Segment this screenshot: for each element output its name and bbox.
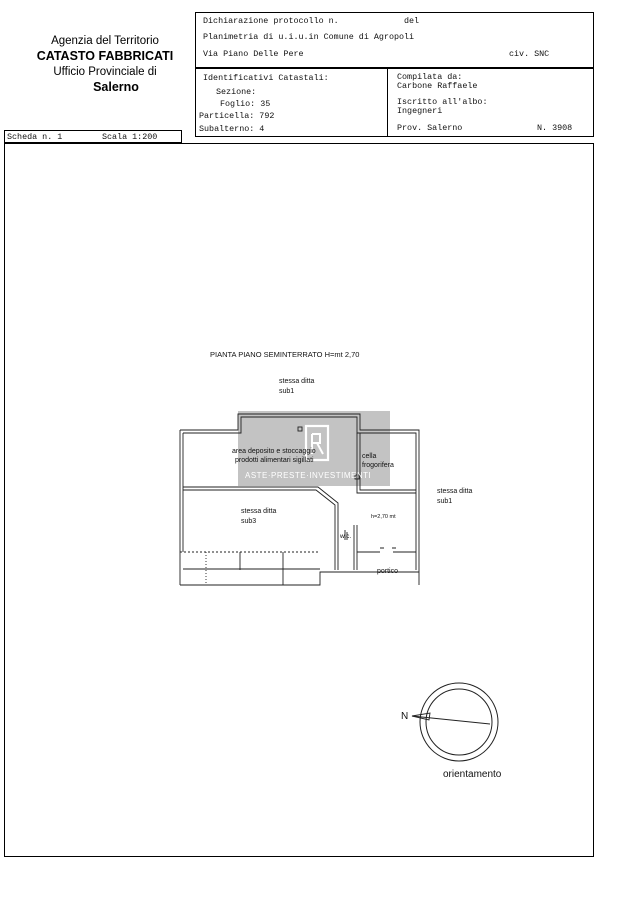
height-note: h=2,70 mt: [371, 514, 396, 520]
east-neighbor-sub: sub1: [437, 498, 453, 505]
wc-label: w.c.: [340, 533, 352, 540]
cella-label: cella: [362, 453, 377, 460]
particella-field: Particella: 792: [199, 111, 275, 121]
catasto-title: CATASTO FABBRICATI: [36, 49, 174, 63]
compass-icon: [412, 683, 498, 761]
watermark-text: ASTE·PRESTE·INVESTIMENTI: [245, 471, 372, 480]
identificativi-title: Identificativi Catastali:: [203, 73, 329, 83]
ufficio-label: Ufficio Provinciale di: [53, 66, 157, 78]
sub3-sub: sub3: [241, 518, 257, 525]
compass-caption: orientamento: [443, 769, 502, 780]
subalterno-field: Subalterno: 4: [199, 124, 265, 134]
area-label-2: prodotti alimentari sigillati: [235, 457, 314, 464]
scheda-number: Scheda n. 1: [7, 132, 63, 142]
compilata-name: Carbone Raffaele: [397, 81, 478, 91]
north-neighbor-label: stessa ditta: [279, 378, 315, 385]
agency-name: Agenzia del Territorio: [51, 35, 159, 47]
north-neighbor-sub: sub1: [279, 388, 295, 395]
albo-label: Iscritto all'albo:: [397, 97, 488, 107]
east-neighbor-label: stessa ditta: [437, 488, 473, 495]
area-label: area deposito e stoccaggio: [232, 448, 316, 455]
dichiarazione-label: Dichiarazione protocollo n.: [203, 16, 339, 26]
address-text: Via Piano Delle Pere: [203, 49, 304, 59]
planimetria-text: Planimetria di u.i.u.in Comune di Agropoli: [203, 32, 415, 42]
civico-text: civ. SNC: [509, 49, 550, 59]
compilata-label: Compilata da:: [397, 72, 463, 82]
albo-value: Ingegneri: [397, 106, 443, 116]
provincia-name: Salerno: [93, 80, 139, 94]
scala-field: Scala 1:200: [102, 132, 158, 142]
foglio-field: Foglio: 35: [220, 99, 271, 109]
cella-label-2: frogorifera: [362, 462, 394, 469]
portico-label: portico: [377, 568, 399, 575]
plan-title: PIANTA PIANO SEMINTERRATO H=mt 2,70: [210, 350, 360, 359]
sezione-field: Sezione:: [216, 87, 257, 97]
sub3-label: stessa ditta: [241, 508, 277, 515]
compass-north-label: N: [401, 711, 409, 722]
numero-field: N. 3908: [537, 123, 573, 133]
prov-field: Prov. Salerno: [397, 123, 463, 133]
del-label: del: [404, 16, 420, 26]
